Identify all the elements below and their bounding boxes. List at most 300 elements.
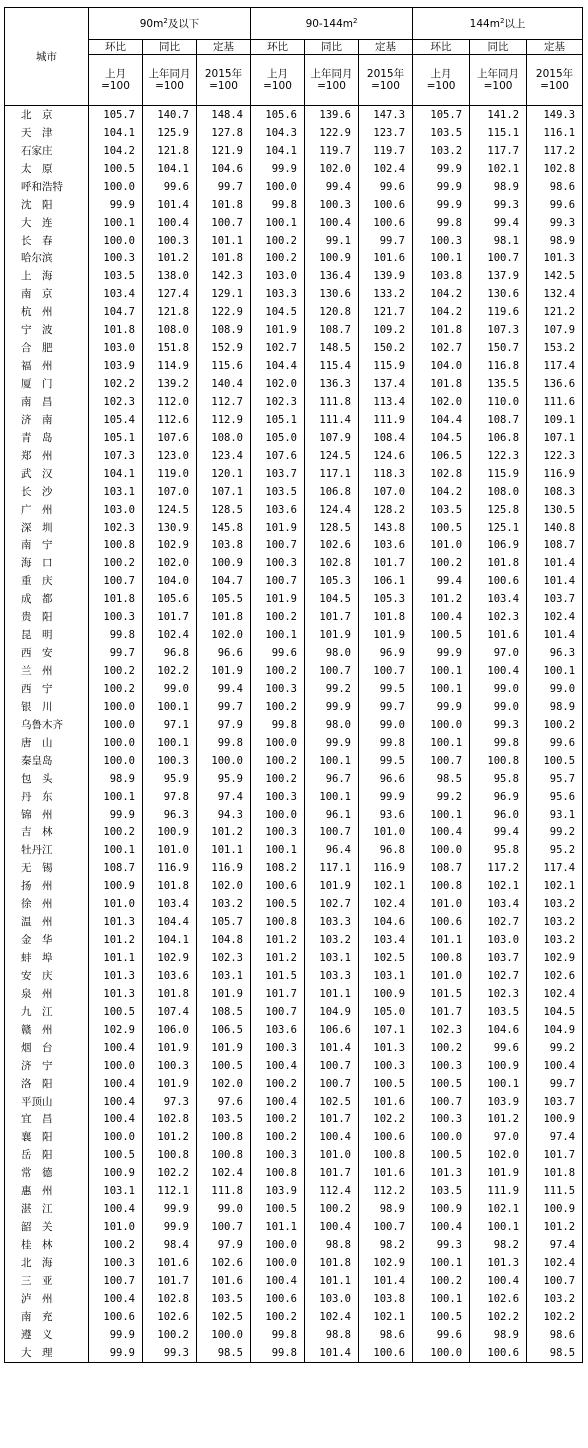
index-value: 98.4 bbox=[143, 1236, 197, 1254]
index-value: 112.6 bbox=[143, 411, 197, 429]
index-value: 99.8 bbox=[197, 734, 251, 752]
index-value: 99.7 bbox=[359, 232, 413, 250]
index-value: 102.0 bbox=[251, 375, 305, 393]
index-value: 107.1 bbox=[197, 483, 251, 501]
index-value: 99.9 bbox=[413, 196, 470, 214]
index-value: 105.0 bbox=[359, 1003, 413, 1021]
index-value: 103.8 bbox=[413, 267, 470, 285]
city-name: 青 岛 bbox=[5, 429, 89, 447]
index-value: 100.2 bbox=[89, 824, 143, 842]
table-row bbox=[5, 375, 583, 393]
city-name: 吉 林 bbox=[5, 824, 89, 842]
table-row bbox=[5, 913, 583, 931]
index-value: 103.6 bbox=[251, 501, 305, 519]
table-row bbox=[5, 303, 583, 321]
index-value: 100.2 bbox=[89, 680, 143, 698]
city-name: 海 口 bbox=[5, 554, 89, 572]
city-name: 福 州 bbox=[5, 357, 89, 375]
table-row bbox=[5, 124, 583, 142]
index-value: 104.6 bbox=[470, 1021, 527, 1039]
index-value: 100.0 bbox=[251, 1254, 305, 1272]
city-name: 长 沙 bbox=[5, 483, 89, 501]
index-value: 101.7 bbox=[305, 1111, 359, 1129]
table-row bbox=[5, 196, 583, 214]
index-value: 100.1 bbox=[89, 214, 143, 232]
index-value: 100.2 bbox=[413, 554, 470, 572]
table-row bbox=[5, 232, 583, 250]
index-value: 103.5 bbox=[197, 1290, 251, 1308]
table-row bbox=[5, 662, 583, 680]
index-value: 97.9 bbox=[197, 716, 251, 734]
index-value: 96.8 bbox=[359, 841, 413, 859]
index-value: 100.1 bbox=[251, 626, 305, 644]
city-name: 银 川 bbox=[5, 698, 89, 716]
index-value: 98.6 bbox=[527, 178, 583, 196]
city-name: 长 春 bbox=[5, 232, 89, 250]
city-name: 北 京 bbox=[5, 106, 89, 124]
index-value: 102.4 bbox=[359, 895, 413, 913]
index-value: 117.2 bbox=[527, 142, 583, 160]
index-value: 101.0 bbox=[305, 1146, 359, 1164]
index-value: 102.0 bbox=[197, 1075, 251, 1093]
index-value: 97.0 bbox=[470, 1128, 527, 1146]
index-value: 104.5 bbox=[413, 429, 470, 447]
index-value: 99.2 bbox=[527, 1039, 583, 1057]
index-value: 108.4 bbox=[359, 429, 413, 447]
index-value: 100.5 bbox=[89, 1003, 143, 1021]
index-value: 97.6 bbox=[197, 1093, 251, 1111]
index-value: 99.3 bbox=[413, 1236, 470, 1254]
table-row bbox=[5, 877, 583, 895]
index-value: 99.7 bbox=[197, 178, 251, 196]
index-value: 96.8 bbox=[143, 644, 197, 662]
table-row bbox=[5, 1111, 583, 1129]
index-value: 100.0 bbox=[251, 178, 305, 196]
index-value: 99.3 bbox=[470, 196, 527, 214]
table-row bbox=[5, 734, 583, 752]
index-value: 102.5 bbox=[197, 1308, 251, 1326]
index-value: 102.7 bbox=[251, 339, 305, 357]
table-row bbox=[5, 752, 583, 770]
table-row bbox=[5, 644, 583, 662]
index-value: 98.1 bbox=[470, 232, 527, 250]
index-value: 102.2 bbox=[470, 1308, 527, 1326]
index-value: 101.4 bbox=[143, 196, 197, 214]
city-name: 烟 台 bbox=[5, 1039, 89, 1057]
index-value: 121.8 bbox=[143, 303, 197, 321]
index-value: 101.1 bbox=[197, 232, 251, 250]
index-value: 99.9 bbox=[413, 698, 470, 716]
index-value: 101.1 bbox=[89, 949, 143, 967]
index-value: 100.3 bbox=[359, 1057, 413, 1075]
index-value: 104.2 bbox=[89, 142, 143, 160]
index-value: 111.9 bbox=[470, 1182, 527, 1200]
index-value: 108.7 bbox=[305, 321, 359, 339]
base-header: 上月 =100 bbox=[89, 55, 143, 106]
table-row bbox=[5, 554, 583, 572]
index-value: 99.3 bbox=[470, 716, 527, 734]
index-value: 107.6 bbox=[251, 447, 305, 465]
city-header: 城市 bbox=[5, 8, 89, 106]
index-value: 99.4 bbox=[470, 824, 527, 842]
index-value: 128.5 bbox=[305, 519, 359, 537]
index-value: 112.4 bbox=[305, 1182, 359, 1200]
index-value: 145.8 bbox=[197, 519, 251, 537]
index-value: 117.4 bbox=[527, 357, 583, 375]
city-name: 包 头 bbox=[5, 770, 89, 788]
index-value: 100.2 bbox=[251, 698, 305, 716]
city-name: 南 昌 bbox=[5, 393, 89, 411]
index-value: 102.8 bbox=[527, 160, 583, 178]
index-value: 122.3 bbox=[527, 447, 583, 465]
index-value: 100.3 bbox=[143, 1057, 197, 1075]
index-value: 100.1 bbox=[143, 698, 197, 716]
city-name: 上 海 bbox=[5, 267, 89, 285]
index-value: 101.8 bbox=[197, 608, 251, 626]
index-value: 99.8 bbox=[251, 1326, 305, 1344]
index-value: 101.0 bbox=[359, 824, 413, 842]
index-value: 96.7 bbox=[305, 770, 359, 788]
index-value: 118.3 bbox=[359, 465, 413, 483]
index-value: 112.2 bbox=[359, 1182, 413, 1200]
index-value: 101.4 bbox=[359, 1272, 413, 1290]
index-value: 100.3 bbox=[251, 554, 305, 572]
index-value: 113.4 bbox=[359, 393, 413, 411]
index-value: 98.2 bbox=[470, 1236, 527, 1254]
index-value: 121.8 bbox=[143, 142, 197, 160]
index-value: 102.2 bbox=[89, 375, 143, 393]
index-value: 99.9 bbox=[251, 160, 305, 178]
index-value: 102.7 bbox=[413, 339, 470, 357]
index-value: 97.8 bbox=[143, 788, 197, 806]
index-value: 100.5 bbox=[413, 1146, 470, 1164]
table-row bbox=[5, 267, 583, 285]
table-row bbox=[5, 1093, 583, 1111]
index-value: 100.5 bbox=[413, 519, 470, 537]
index-value: 99.5 bbox=[359, 752, 413, 770]
index-value: 99.0 bbox=[197, 1200, 251, 1218]
city-name: 合 肥 bbox=[5, 339, 89, 357]
index-value: 100.3 bbox=[413, 1111, 470, 1129]
index-value: 104.2 bbox=[413, 285, 470, 303]
index-value: 99.6 bbox=[359, 178, 413, 196]
index-value: 104.2 bbox=[413, 303, 470, 321]
index-value: 102.4 bbox=[143, 626, 197, 644]
index-value: 102.9 bbox=[89, 1021, 143, 1039]
city-name: 锦 州 bbox=[5, 806, 89, 824]
index-value: 107.3 bbox=[470, 321, 527, 339]
index-value: 100.7 bbox=[305, 1057, 359, 1075]
table-row bbox=[5, 519, 583, 537]
index-value: 116.9 bbox=[197, 859, 251, 877]
index-value: 100.9 bbox=[143, 824, 197, 842]
index-value: 98.0 bbox=[305, 644, 359, 662]
table-row bbox=[5, 321, 583, 339]
metric-header: 同比 bbox=[143, 40, 197, 55]
table-body bbox=[5, 106, 583, 1363]
index-value: 96.6 bbox=[359, 770, 413, 788]
index-value: 103.6 bbox=[359, 537, 413, 555]
index-value: 99.9 bbox=[89, 196, 143, 214]
index-value: 138.0 bbox=[143, 267, 197, 285]
index-value: 98.9 bbox=[470, 178, 527, 196]
index-value: 99.8 bbox=[251, 1344, 305, 1362]
index-value: 104.6 bbox=[197, 160, 251, 178]
index-value: 100.8 bbox=[143, 1146, 197, 1164]
index-value: 100.2 bbox=[251, 770, 305, 788]
city-name: 徐 州 bbox=[5, 895, 89, 913]
index-value: 103.1 bbox=[305, 949, 359, 967]
metric-header: 定基 bbox=[197, 40, 251, 55]
index-value: 99.5 bbox=[359, 680, 413, 698]
index-value: 95.8 bbox=[470, 841, 527, 859]
index-value: 111.8 bbox=[197, 1182, 251, 1200]
index-value: 101.0 bbox=[89, 1218, 143, 1236]
table-row bbox=[5, 967, 583, 985]
index-value: 100.6 bbox=[359, 1128, 413, 1146]
index-value: 103.0 bbox=[251, 267, 305, 285]
index-value: 95.7 bbox=[527, 770, 583, 788]
index-value: 127.8 bbox=[197, 124, 251, 142]
group-header-large: $144m^2$以上 bbox=[413, 8, 583, 40]
index-value: 103.9 bbox=[470, 1093, 527, 1111]
index-value: 129.1 bbox=[197, 285, 251, 303]
index-value: 98.5 bbox=[197, 1344, 251, 1362]
index-value: 103.4 bbox=[359, 931, 413, 949]
index-value: 98.8 bbox=[305, 1326, 359, 1344]
index-value: 105.4 bbox=[89, 411, 143, 429]
index-value: 100.3 bbox=[251, 680, 305, 698]
index-value: 96.9 bbox=[470, 788, 527, 806]
index-value: 128.2 bbox=[359, 501, 413, 519]
index-value: 103.5 bbox=[413, 1182, 470, 1200]
index-value: 124.5 bbox=[143, 501, 197, 519]
index-value: 97.4 bbox=[527, 1236, 583, 1254]
index-value: 102.2 bbox=[143, 662, 197, 680]
table-row bbox=[5, 680, 583, 698]
table-row bbox=[5, 806, 583, 824]
index-value: 100.4 bbox=[305, 1128, 359, 1146]
index-value: 99.3 bbox=[143, 1344, 197, 1362]
index-value: 108.3 bbox=[527, 483, 583, 501]
index-value: 100.1 bbox=[413, 806, 470, 824]
index-value: 101.3 bbox=[413, 1164, 470, 1182]
index-value: 100.7 bbox=[251, 1003, 305, 1021]
index-value: 106.9 bbox=[470, 537, 527, 555]
index-value: 104.0 bbox=[413, 357, 470, 375]
index-value: 106.8 bbox=[470, 429, 527, 447]
index-value: 99.9 bbox=[413, 644, 470, 662]
index-value: 123.4 bbox=[197, 447, 251, 465]
index-value: 104.1 bbox=[143, 160, 197, 178]
index-value: 100.9 bbox=[470, 1057, 527, 1075]
city-name: 西 宁 bbox=[5, 680, 89, 698]
index-value: 101.3 bbox=[89, 985, 143, 1003]
city-name: 丹 东 bbox=[5, 788, 89, 806]
city-name: 厦 门 bbox=[5, 375, 89, 393]
metric-header: 定基 bbox=[527, 40, 583, 55]
index-value: 100.1 bbox=[251, 214, 305, 232]
index-value: 116.9 bbox=[143, 859, 197, 877]
index-value: 102.6 bbox=[305, 537, 359, 555]
index-value: 100.4 bbox=[89, 1039, 143, 1057]
index-value: 105.5 bbox=[197, 590, 251, 608]
index-value: 104.5 bbox=[251, 303, 305, 321]
city-name: 南 京 bbox=[5, 285, 89, 303]
index-value: 101.2 bbox=[251, 949, 305, 967]
index-value: 103.5 bbox=[470, 1003, 527, 1021]
table-row bbox=[5, 698, 583, 716]
index-value: 105.7 bbox=[89, 106, 143, 124]
index-value: 99.6 bbox=[527, 196, 583, 214]
index-value: 100.3 bbox=[143, 232, 197, 250]
index-value: 96.3 bbox=[527, 644, 583, 662]
index-value: 100.9 bbox=[197, 554, 251, 572]
index-value: 103.0 bbox=[89, 339, 143, 357]
index-value: 100.3 bbox=[413, 1057, 470, 1075]
table-row bbox=[5, 841, 583, 859]
index-value: 102.1 bbox=[470, 877, 527, 895]
index-value: 112.7 bbox=[197, 393, 251, 411]
index-value: 101.2 bbox=[251, 931, 305, 949]
index-value: 127.4 bbox=[143, 285, 197, 303]
index-value: 99.2 bbox=[527, 824, 583, 842]
city-name: 重 庆 bbox=[5, 572, 89, 590]
index-value: 103.2 bbox=[305, 931, 359, 949]
index-value: 103.4 bbox=[143, 895, 197, 913]
index-value: 101.0 bbox=[413, 895, 470, 913]
city-name: 蚌 埠 bbox=[5, 949, 89, 967]
table-row bbox=[5, 1308, 583, 1326]
index-value: 100.5 bbox=[413, 626, 470, 644]
index-value: 100.5 bbox=[197, 1057, 251, 1075]
table-row bbox=[5, 1218, 583, 1236]
index-value: 109.1 bbox=[527, 411, 583, 429]
index-value: 99.7 bbox=[359, 698, 413, 716]
index-value: 139.9 bbox=[359, 267, 413, 285]
index-value: 100.1 bbox=[305, 752, 359, 770]
index-value: 99.1 bbox=[305, 232, 359, 250]
index-value: 101.9 bbox=[143, 1039, 197, 1057]
city-name: 杭 州 bbox=[5, 303, 89, 321]
index-value: 100.5 bbox=[413, 1308, 470, 1326]
index-value: 98.9 bbox=[527, 232, 583, 250]
metric-header: 定基 bbox=[359, 40, 413, 55]
index-value: 104.4 bbox=[413, 411, 470, 429]
index-value: 104.1 bbox=[251, 142, 305, 160]
index-value: 100.9 bbox=[359, 985, 413, 1003]
index-value: 102.5 bbox=[359, 949, 413, 967]
city-name: 太 原 bbox=[5, 160, 89, 178]
index-value: 95.6 bbox=[527, 788, 583, 806]
city-name: 赣 州 bbox=[5, 1021, 89, 1039]
table-row bbox=[5, 1290, 583, 1308]
index-value: 98.9 bbox=[527, 698, 583, 716]
city-name: 济 南 bbox=[5, 411, 89, 429]
index-value: 108.0 bbox=[197, 429, 251, 447]
index-value: 100.0 bbox=[251, 734, 305, 752]
index-value: 96.6 bbox=[197, 644, 251, 662]
index-value: 100.4 bbox=[89, 1200, 143, 1218]
index-value: 101.7 bbox=[143, 1272, 197, 1290]
index-value: 101.8 bbox=[413, 375, 470, 393]
index-value: 106.5 bbox=[413, 447, 470, 465]
index-value: 119.7 bbox=[359, 142, 413, 160]
city-name: 泸 州 bbox=[5, 1290, 89, 1308]
city-name: 岳 阳 bbox=[5, 1146, 89, 1164]
index-value: 100.3 bbox=[251, 788, 305, 806]
index-value: 100.7 bbox=[251, 572, 305, 590]
index-value: 102.3 bbox=[413, 1021, 470, 1039]
index-value: 103.5 bbox=[413, 124, 470, 142]
index-value: 102.4 bbox=[359, 160, 413, 178]
index-value: 101.1 bbox=[197, 841, 251, 859]
index-value: 100.7 bbox=[197, 214, 251, 232]
index-value: 95.9 bbox=[143, 770, 197, 788]
metric-header: 环比 bbox=[413, 40, 470, 55]
index-value: 100.8 bbox=[470, 752, 527, 770]
index-value: 100.6 bbox=[359, 214, 413, 232]
index-value: 142.3 bbox=[197, 267, 251, 285]
index-value: 101.7 bbox=[251, 985, 305, 1003]
index-value: 97.9 bbox=[197, 1236, 251, 1254]
index-value: 101.0 bbox=[143, 841, 197, 859]
index-value: 139.2 bbox=[143, 375, 197, 393]
index-value: 100.4 bbox=[470, 1272, 527, 1290]
index-value: 102.0 bbox=[413, 393, 470, 411]
index-value: 108.7 bbox=[89, 859, 143, 877]
index-value: 150.7 bbox=[470, 339, 527, 357]
table-row bbox=[5, 770, 583, 788]
index-value: 96.9 bbox=[359, 644, 413, 662]
index-value: 100.0 bbox=[413, 1128, 470, 1146]
index-value: 100.2 bbox=[413, 1039, 470, 1057]
table-row bbox=[5, 985, 583, 1003]
index-value: 103.2 bbox=[527, 913, 583, 931]
index-value: 102.3 bbox=[470, 985, 527, 1003]
index-value: 100.7 bbox=[197, 1218, 251, 1236]
index-value: 100.1 bbox=[527, 662, 583, 680]
index-value: 101.1 bbox=[305, 1272, 359, 1290]
index-value: 130.6 bbox=[470, 285, 527, 303]
city-name: 遵 义 bbox=[5, 1326, 89, 1344]
city-name: 昆 明 bbox=[5, 626, 89, 644]
index-value: 108.7 bbox=[413, 859, 470, 877]
index-value: 101.7 bbox=[305, 608, 359, 626]
index-value: 101.2 bbox=[197, 824, 251, 842]
index-value: 103.9 bbox=[251, 1182, 305, 1200]
index-value: 102.9 bbox=[527, 949, 583, 967]
index-value: 100.3 bbox=[89, 608, 143, 626]
index-value: 102.0 bbox=[305, 160, 359, 178]
index-value: 104.7 bbox=[197, 572, 251, 590]
city-name: 沈 阳 bbox=[5, 196, 89, 214]
base-header: 上月 =100 bbox=[413, 55, 470, 106]
index-value: 111.9 bbox=[359, 411, 413, 429]
index-value: 98.8 bbox=[305, 1236, 359, 1254]
index-value: 100.8 bbox=[251, 1164, 305, 1182]
index-value: 101.3 bbox=[359, 1039, 413, 1057]
index-value: 101.8 bbox=[197, 250, 251, 268]
index-value: 104.7 bbox=[89, 303, 143, 321]
index-value: 100.6 bbox=[470, 572, 527, 590]
index-value: 102.3 bbox=[89, 519, 143, 537]
index-value: 124.6 bbox=[359, 447, 413, 465]
index-value: 102.8 bbox=[143, 1290, 197, 1308]
index-value: 101.5 bbox=[251, 967, 305, 985]
city-name: 金 华 bbox=[5, 931, 89, 949]
index-value: 100.7 bbox=[413, 1093, 470, 1111]
